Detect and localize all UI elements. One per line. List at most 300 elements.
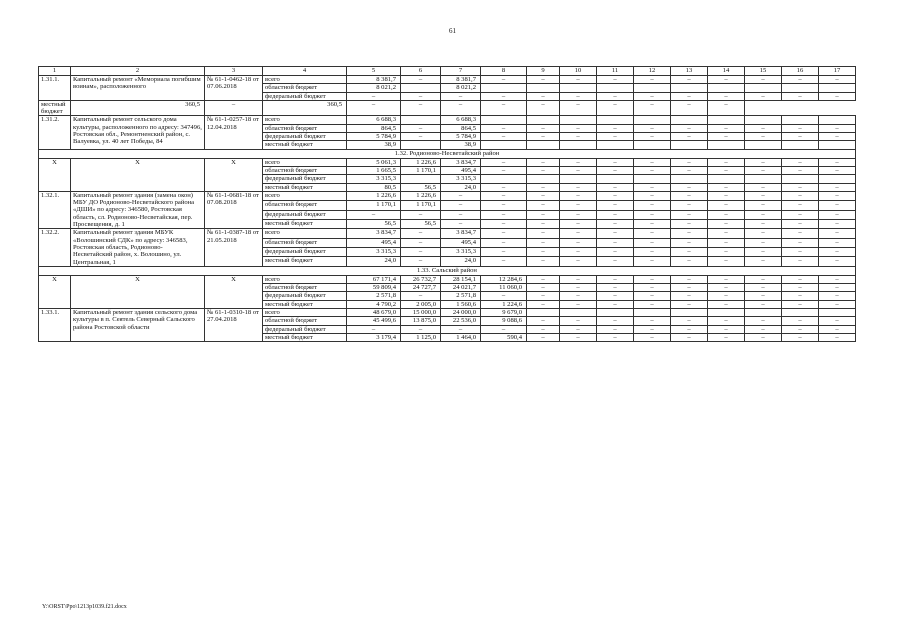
cell-c4: местный бюджет: [263, 183, 347, 191]
value-cell: –: [597, 124, 634, 132]
value-cell: [634, 141, 671, 149]
value-cell: –: [527, 210, 560, 219]
value-cell: –: [441, 191, 481, 200]
value-cell: –: [708, 284, 745, 292]
value-cell: [782, 175, 819, 183]
value-cell: 56,5: [401, 219, 441, 228]
column-header: 15: [745, 67, 782, 76]
cell-c4: федеральный бюджет: [263, 292, 347, 300]
value-cell: –: [527, 92, 560, 100]
value-cell: 1 170,1: [347, 201, 401, 210]
value-cell: –: [527, 229, 560, 238]
value-cell: 38,9: [441, 141, 481, 149]
value-cell: 67 171,4: [347, 275, 401, 283]
value-cell: –: [671, 92, 708, 100]
value-cell: 3 179,4: [347, 333, 401, 341]
value-cell: –: [671, 166, 708, 174]
value-cell: –: [560, 183, 597, 191]
value-cell: –: [819, 229, 856, 238]
value-cell: –: [481, 238, 527, 247]
value-cell: –: [597, 183, 634, 191]
cell-c4: местный бюджет: [263, 333, 347, 341]
value-cell: [634, 84, 671, 92]
table-row: [39, 76, 856, 84]
value-cell: –: [745, 183, 782, 191]
value-cell: –: [745, 124, 782, 132]
value-cell: –: [560, 133, 597, 141]
cell-c4: всего: [263, 116, 347, 124]
section-row: [39, 266, 856, 275]
value-cell: –: [819, 333, 856, 341]
value-cell: –: [527, 257, 560, 266]
cell-c4: местный бюджет: [263, 300, 347, 308]
value-cell: –: [819, 300, 856, 308]
cell-c2: Капитальный ремонт здания сельского дома культуры в п. Сеятель Северный Сальского района Ростовской области: [71, 309, 205, 342]
value-cell: 590,4: [481, 333, 527, 341]
cell-c1: 1.32.2.: [39, 229, 71, 266]
value-cell: –: [708, 183, 745, 191]
value-cell: 4 790,2: [347, 300, 401, 308]
value-cell: [481, 175, 527, 183]
value-cell: 9 679,0: [481, 309, 527, 317]
value-cell: [708, 116, 745, 124]
cell-c1: 1.31.1.: [39, 76, 71, 101]
value-cell: –: [819, 275, 856, 283]
value-cell: –: [782, 201, 819, 210]
value-cell: –: [782, 191, 819, 200]
value-cell: –: [708, 166, 745, 174]
value-cell: –: [401, 92, 441, 100]
value-cell: 3 834,7: [347, 229, 401, 238]
cell-c4: местный бюджет: [263, 219, 347, 228]
cell-c1: 1.32.1.: [39, 191, 71, 228]
value-cell: –: [708, 300, 745, 308]
value-cell: 5 784,9: [347, 133, 401, 141]
value-cell: –: [634, 92, 671, 100]
cell-c4: всего: [263, 158, 347, 166]
value-cell: –: [819, 158, 856, 166]
value-cell: –: [527, 183, 560, 191]
value-cell: –: [745, 133, 782, 141]
value-cell: –: [527, 191, 560, 200]
table-row: [39, 100, 856, 116]
value-cell: –: [481, 325, 527, 333]
value-cell: –: [671, 333, 708, 341]
value-cell: –: [597, 238, 634, 247]
section-title: 1.33. Сальский район: [39, 266, 856, 275]
value-cell: –: [597, 100, 634, 116]
value-cell: –: [819, 238, 856, 247]
value-cell: –: [671, 158, 708, 166]
value-cell: 15 000,0: [401, 309, 441, 317]
value-cell: –: [819, 124, 856, 132]
value-cell: –: [634, 219, 671, 228]
cell-c4: всего: [263, 229, 347, 238]
value-cell: [401, 84, 441, 92]
value-cell: –: [819, 201, 856, 210]
value-cell: –: [527, 201, 560, 210]
value-cell: –: [597, 158, 634, 166]
column-header: 7: [441, 67, 481, 76]
value-cell: 24 000,0: [441, 309, 481, 317]
value-cell: 495,4: [441, 166, 481, 174]
value-cell: 8 021,2: [347, 84, 401, 92]
value-cell: 1 560,6: [441, 300, 481, 308]
value-cell: –: [819, 92, 856, 100]
value-cell: –: [634, 257, 671, 266]
value-cell: 6 688,3: [347, 116, 401, 124]
value-cell: –: [481, 229, 527, 238]
value-cell: –: [671, 238, 708, 247]
value-cell: –: [745, 333, 782, 341]
value-cell: –: [560, 76, 597, 84]
value-cell: –: [671, 229, 708, 238]
value-cell: –: [782, 300, 819, 308]
value-cell: [745, 141, 782, 149]
column-header: 9: [527, 67, 560, 76]
value-cell: –: [401, 248, 441, 257]
value-cell: –: [481, 92, 527, 100]
value-cell: [708, 84, 745, 92]
value-cell: –: [671, 183, 708, 191]
column-header: 5: [347, 67, 401, 76]
column-header: 2: [71, 67, 205, 76]
cell-c2: Капитальный ремонт здания МБУК «Волошинский СДК» по адресу: 346583, Ростовская область, Родионово-Несветайский район, х. Волошино, ул. Центральная, 1: [71, 229, 205, 266]
cell-c4: областной бюджет: [263, 238, 347, 247]
value-cell: –: [634, 284, 671, 292]
cell-c4: федеральный бюджет: [263, 325, 347, 333]
value-cell: –: [634, 325, 671, 333]
value-cell: –: [819, 248, 856, 257]
value-cell: –: [671, 219, 708, 228]
value-cell: –: [782, 219, 819, 228]
value-cell: –: [347, 100, 401, 116]
value-cell: 28 154,1: [441, 275, 481, 283]
cell-c1: 1.33.1.: [39, 309, 71, 342]
value-cell: [745, 175, 782, 183]
value-cell: [527, 309, 560, 317]
value-cell: [745, 309, 782, 317]
value-cell: –: [782, 317, 819, 325]
value-cell: –: [441, 92, 481, 100]
value-cell: –: [671, 133, 708, 141]
value-cell: –: [671, 191, 708, 200]
value-cell: –: [819, 133, 856, 141]
value-cell: –: [481, 76, 527, 84]
value-cell: –: [782, 92, 819, 100]
column-header: 13: [671, 67, 708, 76]
value-cell: –: [401, 325, 441, 333]
value-cell: –: [745, 248, 782, 257]
value-cell: [782, 116, 819, 124]
value-cell: –: [560, 257, 597, 266]
value-cell: –: [819, 210, 856, 219]
section-row: [39, 149, 856, 158]
value-cell: –: [819, 257, 856, 266]
value-cell: –: [205, 100, 263, 116]
value-cell: –: [634, 292, 671, 300]
value-cell: –: [708, 275, 745, 283]
cell-c3: № 61-1-0257-18 от 12.04.2018: [205, 116, 263, 149]
cell-c4: федеральный бюджет: [263, 175, 347, 183]
value-cell: –: [597, 257, 634, 266]
value-cell: –: [782, 333, 819, 341]
value-cell: –: [634, 248, 671, 257]
value-cell: –: [745, 76, 782, 84]
value-cell: [597, 141, 634, 149]
value-cell: –: [527, 317, 560, 325]
page-number: 61: [449, 27, 456, 35]
value-cell: –: [634, 76, 671, 84]
value-cell: 1 464,0: [441, 333, 481, 341]
header-row: [39, 67, 856, 76]
value-cell: [708, 141, 745, 149]
value-cell: [401, 141, 441, 149]
value-cell: –: [481, 248, 527, 257]
value-cell: 8 381,7: [441, 76, 481, 84]
value-cell: [634, 116, 671, 124]
value-cell: –: [597, 166, 634, 174]
value-cell: [597, 84, 634, 92]
value-cell: –: [819, 292, 856, 300]
value-cell: –: [782, 76, 819, 84]
value-cell: [819, 116, 856, 124]
value-cell: 48 679,0: [347, 309, 401, 317]
value-cell: –: [597, 275, 634, 283]
value-cell: –: [401, 100, 441, 116]
value-cell: [401, 175, 441, 183]
value-cell: –: [708, 158, 745, 166]
value-cell: –: [782, 210, 819, 219]
value-cell: [745, 116, 782, 124]
cell-c3: № 61-1-0681-18 от 07.08.2018: [205, 191, 263, 228]
cell-c2: Капитальный ремонт «Мемориала погибшим воинам», расположенного: [71, 76, 205, 101]
value-cell: –: [401, 229, 441, 238]
value-cell: –: [708, 100, 745, 116]
value-cell: –: [527, 124, 560, 132]
value-cell: –: [560, 292, 597, 300]
value-cell: –: [597, 284, 634, 292]
cell-c4: федеральный бюджет: [263, 133, 347, 141]
value-cell: –: [481, 201, 527, 210]
value-cell: –: [560, 238, 597, 247]
value-cell: [671, 309, 708, 317]
value-cell: 11 060,0: [481, 284, 527, 292]
value-cell: –: [745, 92, 782, 100]
cell-c4: федеральный бюджет: [263, 210, 347, 219]
value-cell: –: [560, 248, 597, 257]
table-row: [39, 309, 856, 317]
value-cell: –: [527, 275, 560, 283]
value-cell: –: [597, 191, 634, 200]
value-cell: –: [671, 300, 708, 308]
column-header: 10: [560, 67, 597, 76]
value-cell: 360,5: [71, 100, 205, 116]
value-cell: –: [560, 275, 597, 283]
column-header: 8: [481, 67, 527, 76]
value-cell: –: [560, 219, 597, 228]
value-cell: [527, 116, 560, 124]
value-cell: –: [597, 248, 634, 257]
value-cell: –: [634, 166, 671, 174]
value-cell: [597, 116, 634, 124]
cell-c4: областной бюджет: [263, 84, 347, 92]
cell-c3: № 61-1-0462-18 от 07.06.2018: [205, 76, 263, 101]
value-cell: [560, 175, 597, 183]
cell-c4: областной бюджет: [263, 201, 347, 210]
value-cell: –: [745, 300, 782, 308]
value-cell: –: [782, 229, 819, 238]
value-cell: –: [597, 300, 634, 308]
value-cell: –: [745, 284, 782, 292]
value-cell: [527, 141, 560, 149]
value-cell: –: [745, 158, 782, 166]
value-cell: 24,0: [347, 257, 401, 266]
value-cell: 12 284,6: [481, 275, 527, 283]
value-cell: [597, 175, 634, 183]
value-cell: –: [671, 100, 708, 116]
value-cell: 8 381,7: [347, 76, 401, 84]
value-cell: –: [708, 124, 745, 132]
value-cell: –: [708, 133, 745, 141]
value-cell: 56,5: [401, 183, 441, 191]
value-cell: –: [634, 158, 671, 166]
value-cell: –: [401, 210, 441, 219]
value-cell: –: [560, 124, 597, 132]
value-cell: –: [527, 166, 560, 174]
value-cell: –: [527, 238, 560, 247]
value-cell: [745, 84, 782, 92]
cell-c4: федеральный бюджет: [263, 248, 347, 257]
value-cell: –: [481, 292, 527, 300]
value-cell: 38,9: [347, 141, 401, 149]
value-cell: –: [745, 210, 782, 219]
footer-path: Y:\ORST\Ppo\1213p1039.f21.docx: [42, 604, 127, 610]
value-cell: –: [634, 100, 671, 116]
cell-c2: Капитальный ремонт сельского дома культуры, расположенного по адресу: 347496, Ростовская обл., Ремонтненский район, с. Валуевка, ул. 40 лет Победы, 84: [71, 116, 205, 149]
cell-c2: X: [71, 158, 205, 191]
value-cell: –: [527, 300, 560, 308]
value-cell: –: [401, 238, 441, 247]
value-cell: –: [708, 201, 745, 210]
value-cell: –: [560, 201, 597, 210]
value-cell: 1 224,6: [481, 300, 527, 308]
column-header: 1: [39, 67, 71, 76]
value-cell: –: [745, 257, 782, 266]
value-cell: –: [708, 210, 745, 219]
value-cell: –: [527, 248, 560, 257]
value-cell: [560, 116, 597, 124]
value-cell: –: [481, 210, 527, 219]
value-cell: –: [597, 219, 634, 228]
value-cell: [560, 84, 597, 92]
value-cell: –: [819, 219, 856, 228]
cell-c4: областной бюджет: [263, 124, 347, 132]
table-row: [39, 191, 856, 200]
value-cell: –: [560, 325, 597, 333]
value-cell: [671, 175, 708, 183]
value-cell: –: [401, 257, 441, 266]
value-cell: –: [481, 183, 527, 191]
value-cell: –: [708, 229, 745, 238]
value-cell: [671, 141, 708, 149]
cell-c1: 1.31.2.: [39, 116, 71, 149]
value-cell: 3 834,7: [441, 229, 481, 238]
value-cell: 864,5: [347, 124, 401, 132]
cell-c2: Капитальный ремонт здания (замена окон) МБУ ДО Родионово-Несветайского района «ДШИ» по адресу: 346580, Ростовская область, сл. Родионово-Несветайская, пер. Просвещения, д. 1: [71, 191, 205, 228]
value-cell: 1 226,6: [347, 191, 401, 200]
value-cell: –: [708, 219, 745, 228]
value-cell: –: [782, 158, 819, 166]
value-cell: 24,0: [441, 257, 481, 266]
value-cell: –: [401, 133, 441, 141]
value-cell: –: [782, 166, 819, 174]
value-cell: [819, 175, 856, 183]
cell-c3: X: [205, 275, 263, 308]
value-cell: –: [819, 191, 856, 200]
value-cell: –: [527, 100, 560, 116]
value-cell: –: [560, 317, 597, 325]
value-cell: [481, 116, 527, 124]
value-cell: –: [708, 248, 745, 257]
cell-c4: местный бюджет: [263, 257, 347, 266]
value-cell: –: [782, 275, 819, 283]
value-cell: 5 784,9: [441, 133, 481, 141]
value-cell: –: [671, 210, 708, 219]
value-cell: –: [708, 92, 745, 100]
value-cell: [782, 309, 819, 317]
value-cell: [671, 116, 708, 124]
value-cell: –: [782, 248, 819, 257]
value-cell: –: [634, 133, 671, 141]
value-cell: –: [819, 317, 856, 325]
value-cell: 24 021,7: [441, 284, 481, 292]
column-header: 16: [782, 67, 819, 76]
value-cell: 2 571,8: [347, 292, 401, 300]
value-cell: 1 665,5: [347, 166, 401, 174]
value-cell: [597, 309, 634, 317]
value-cell: –: [782, 124, 819, 132]
cell-c4: федеральный бюджет: [263, 92, 347, 100]
value-cell: 1 125,0: [401, 333, 441, 341]
value-cell: –: [441, 201, 481, 210]
value-cell: –: [634, 191, 671, 200]
value-cell: –: [671, 284, 708, 292]
value-cell: –: [347, 210, 401, 219]
value-cell: –: [527, 219, 560, 228]
value-cell: [671, 84, 708, 92]
value-cell: –: [597, 229, 634, 238]
value-cell: 26 732,7: [401, 275, 441, 283]
value-cell: [527, 84, 560, 92]
value-cell: 2 571,8: [441, 292, 481, 300]
value-cell: –: [745, 238, 782, 247]
value-cell: –: [634, 201, 671, 210]
value-cell: –: [745, 229, 782, 238]
value-cell: –: [481, 191, 527, 200]
value-cell: [481, 141, 527, 149]
value-cell: [819, 309, 856, 317]
value-cell: [634, 309, 671, 317]
value-cell: –: [527, 76, 560, 84]
value-cell: –: [441, 100, 481, 116]
value-cell: –: [671, 292, 708, 300]
value-cell: –: [481, 219, 527, 228]
cell-c4: местный бюджет: [39, 100, 71, 116]
value-cell: –: [671, 76, 708, 84]
value-cell: –: [401, 292, 441, 300]
value-cell: –: [708, 317, 745, 325]
